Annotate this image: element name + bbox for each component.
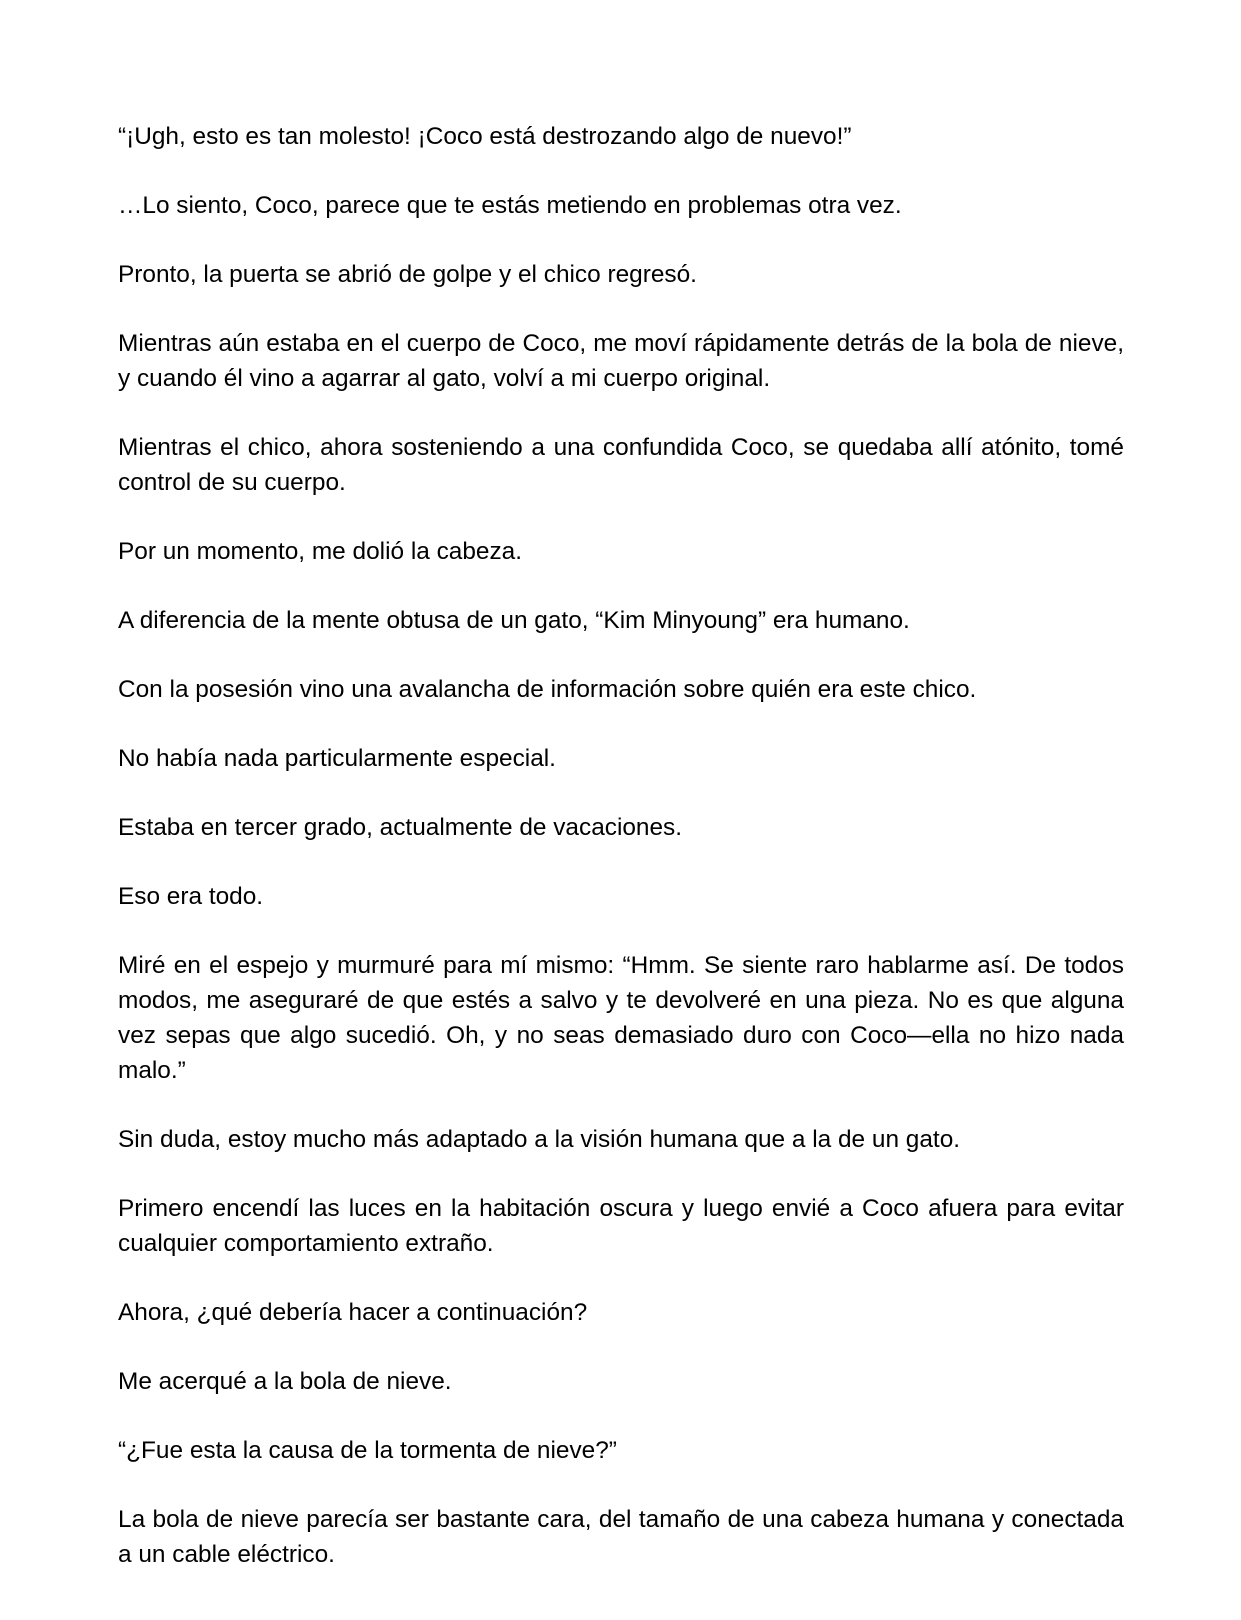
- paragraph-15: Ahora, ¿qué debería hacer a continuación?: [118, 1299, 588, 1326]
- paragraph-9: No había nada particularmente especial.: [118, 745, 556, 772]
- paragraph-10: Estaba en tercer grado, actualmente de vacaciones.: [118, 814, 683, 841]
- paragraph-1: “¡Ugh, esto es tan molesto! ¡Coco está destrozando algo de nuevo!”: [118, 123, 852, 150]
- paragraph-8: Con la posesión vino una avalancha de información sobre quién era este chico.: [118, 676, 977, 703]
- document-body: [118, 119, 1124, 1572]
- paragraph-7: A diferencia de la mente obtusa de un gato, “Kim Minyoung” era humano.: [118, 607, 910, 634]
- paragraph-13: Sin duda, estoy mucho más adaptado a la visión humana que a la de un gato.: [118, 1126, 961, 1153]
- paragraph-5: Mientras el chico, ahora sosteniendo a una confundida Coco, se quedaba allí atónito, tomé control de su cuerpo.: [118, 434, 1124, 496]
- paragraph-3: Pronto, la puerta se abrió de golpe y el chico regresó.: [118, 261, 697, 288]
- paragraph-11: Eso era todo.: [118, 883, 264, 910]
- paragraph-6: Por un momento, me dolió la cabeza.: [118, 538, 523, 565]
- paragraph-2: …Lo siento, Coco, parece que te estás metiendo en problemas otra vez.: [118, 192, 902, 219]
- paragraph-16: Me acerqué a la bola de nieve.: [118, 1368, 452, 1395]
- paragraph-12: Miré en el espejo y murmuré para mí mismo: “Hmm. Se siente raro hablarme así. De todos modos, me aseguraré de que estés a salvo y te devolveré en una pieza. No es que alguna vez sepas que algo sucedió. Oh, y no seas demasiado duro con Coco—ella no hizo nada malo.”: [118, 952, 1124, 1084]
- paragraph-14: Primero encendí las luces en la habitación oscura y luego envié a Coco afuera para evitar cualquier comportamiento extraño.: [118, 1195, 1124, 1257]
- paragraph-4: Mientras aún estaba en el cuerpo de Coco, me moví rápidamente detrás de la bola de nieve, y cuando él vino a agarrar al gato, volví a mi cuerpo original.: [118, 330, 1124, 392]
- paragraph-17: “¿Fue esta la causa de la tormenta de nieve?”: [118, 1437, 617, 1464]
- paragraph-18: La bola de nieve parecía ser bastante cara, del tamaño de una cabeza humana y conectada a un cable eléctrico.: [118, 1506, 1124, 1568]
